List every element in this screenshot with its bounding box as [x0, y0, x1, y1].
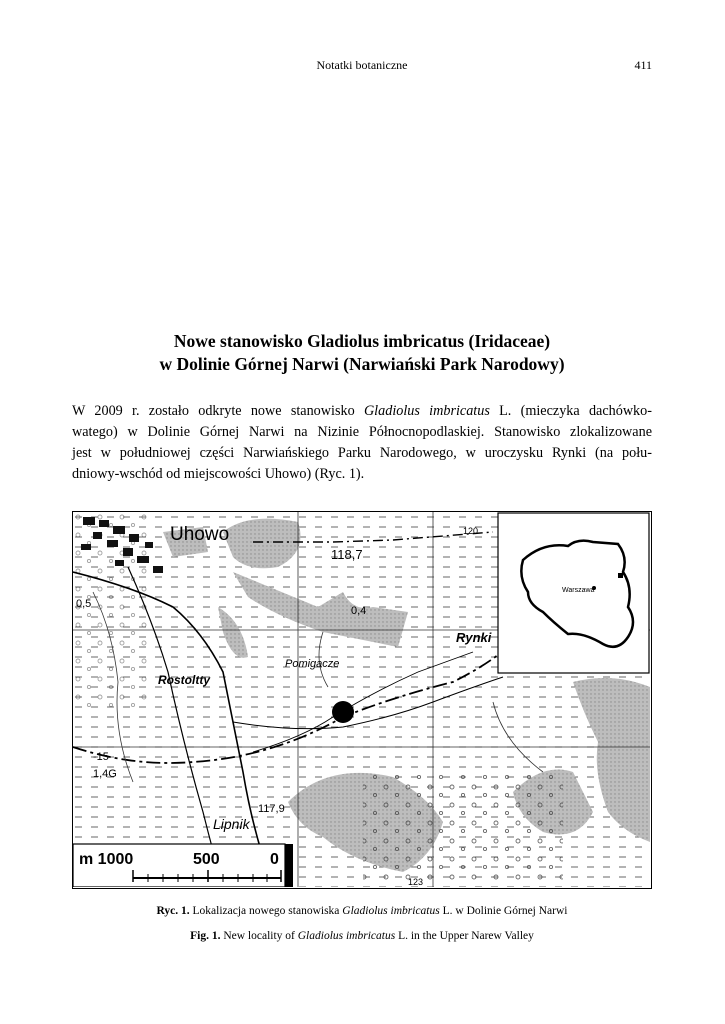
elevation-label: 120 [463, 526, 479, 536]
paragraph-line: watego) w Dolinie Górnej Narwi na Nizinie Północnopodlaskiej. Stanowisko zlokalizowane [72, 424, 652, 440]
caption-text: L. in the Upper Narew Valley [395, 930, 534, 942]
label-rynki: Rynki [456, 630, 492, 645]
running-title: Notatki botaniczne [316, 58, 408, 72]
paragraph-text: L. (mieczyka dachówko- [489, 403, 652, 419]
running-header [72, 58, 652, 74]
label-lipnik: Lipnik [213, 816, 250, 832]
label-pomigacze: Pomigacze [285, 658, 340, 670]
title-line-1: Nowe stanowisko Gladiolus imbricatus (Iridaceae) [173, 331, 551, 351]
scale-label-500: 500 [193, 851, 220, 868]
elevation-label: -15 [93, 751, 109, 763]
label-rostoltty: Rostoltty [158, 673, 210, 687]
caption-polish [72, 905, 652, 917]
locality-marker-icon [332, 701, 354, 723]
article-title [72, 330, 652, 376]
caption-text: L. w Dolinie Górnej Narwi [439, 905, 568, 917]
inset-map [498, 513, 649, 673]
label-uhowo: Uhowo [170, 524, 230, 545]
caption-label: Fig. 1. [190, 930, 221, 942]
paragraph-line: dniowy-wschód od miejscowości Uhowo) (Ryc. 1). [72, 466, 365, 482]
paragraph-line [72, 401, 652, 422]
caption-text: Lokalizacja nowego stanowiska [189, 905, 343, 917]
caption-label: Ryc. 1. [156, 905, 190, 917]
species-name: Gladiolus imbricatus [342, 905, 440, 917]
elevation-label: 123 [408, 877, 424, 887]
caption-text: New locality of [220, 930, 298, 942]
elevation-label: 1,4G [93, 768, 117, 780]
page-number: 411 [634, 58, 652, 72]
scale-bar [73, 844, 293, 887]
meadow-area [363, 772, 563, 882]
title-line-2: w Dolinie Górnej Narwi (Narwiański Park Narodowy) [159, 354, 565, 374]
location-map [72, 511, 652, 889]
paragraph-line: jest w południowej części Narwiańskiego Parku Narodowego, w uroczysku Rynki (na połu- [72, 445, 652, 461]
scale-label-0: 0 [270, 851, 279, 868]
map-figure [73, 512, 650, 887]
elevation-label: 0,5 [76, 598, 92, 610]
scale-label-1000: m 1000 [79, 851, 134, 868]
paragraph-text: W 2009 r. zostało odkryte nowe stanowisko [72, 403, 364, 419]
body-paragraph [72, 401, 652, 485]
species-name: Gladiolus imbricatus [297, 930, 396, 942]
label-warszawa: Warszawa [562, 587, 595, 594]
species-name: Gladiolus imbricatus [363, 403, 490, 419]
site-square-icon [618, 573, 623, 578]
elevation-label: 0,4 [351, 605, 367, 617]
elevation-label: 118,7 [331, 547, 363, 562]
caption-english [72, 930, 652, 942]
elevation-label: 117,9 [258, 803, 285, 815]
